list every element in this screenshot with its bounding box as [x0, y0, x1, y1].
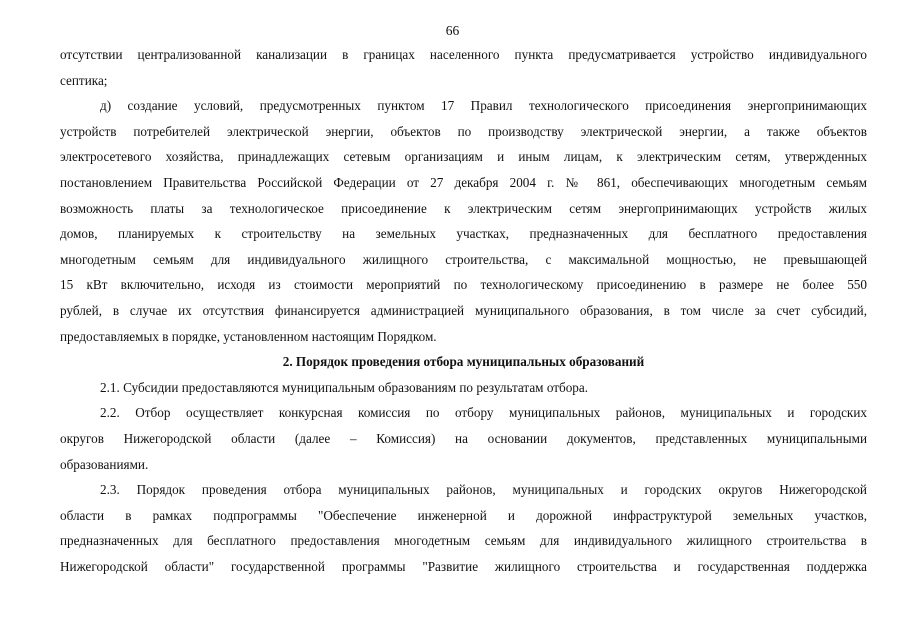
text-line: электросетевого хозяйства, принадлежащих сетевым организациям и иным лицам, к электрическим сетям, утвержденных	[60, 149, 867, 165]
text-line: многодетным семьям для индивидуального жилищного строительства, с максимальной мощностью, не превышающей	[60, 251, 867, 267]
text-line: округов Нижегородской области (далее – Комиссия) на основании документов, представленных муниципальными	[60, 430, 867, 446]
text-line: д) создание условий, предусмотренных пунктом 17 Правил технологического присоединения энергопринимающих	[100, 98, 867, 114]
text-line: отсутствии централизованной канализации в границах населенного пункта предусматривается устройство индивидуального	[60, 47, 867, 62]
text-line: предназначенных для бесплатного предоставления многодетным семьям для индивидуального жилищного строительства в	[60, 533, 867, 549]
text-line: предоставляемых в порядке, установленном настоящим Порядком.	[60, 328, 437, 344]
text-line: образованиями.	[60, 456, 149, 472]
text-line: Нижегородской области" государственной программы "Развитие жилищного строительства и государственная поддержка	[60, 558, 867, 574]
text-line: 15 кВт включительно, исходя из стоимости мероприятий по технологическому присоединению в размере не более 550	[60, 277, 867, 293]
text-line: рублей, в случае их отсутствия финансируется администрацией муниципального образования, в том числе за счет субсидий,	[60, 302, 867, 318]
body-text	[60, 42, 867, 579]
text-line: септика;	[60, 72, 108, 88]
text-line: постановлением Правительства Российской Федерации от 27 декабря 2004 г. № 861, обеспечивающих многодетным семьям	[60, 174, 867, 190]
text-line: возможность платы за технологическое присоединение к электрическим сетям энергопринимающих устройств жилых	[60, 200, 867, 216]
text-line: домов, планируемых к строительству на земельных участках, предназначенных для бесплатного предоставления	[60, 226, 867, 242]
text-line: 2.2. Отбор осуществляет конкурсная комиссия по отбору муниципальных районов, муниципальных и городских	[100, 405, 867, 421]
text-line: области в рамках подпрограммы "Обеспечение инженерной и дорожной инфраструктурой земельных участков,	[60, 507, 867, 523]
text-line: 2.1. Субсидии предоставляются муниципальным образованиям по результатам отбора.	[100, 379, 589, 395]
text-line: устройств потребителей электрической энергии, объектов по производству электрической энергии, а также объектов	[60, 123, 867, 139]
page-number: 66	[445, 23, 460, 38]
section-heading: 2. Порядок проведения отбора муниципальных образований	[282, 354, 645, 370]
text-line: 2.3. Порядок проведения отбора муниципальных районов, муниципальных и городских округов Нижегородской	[100, 482, 867, 498]
